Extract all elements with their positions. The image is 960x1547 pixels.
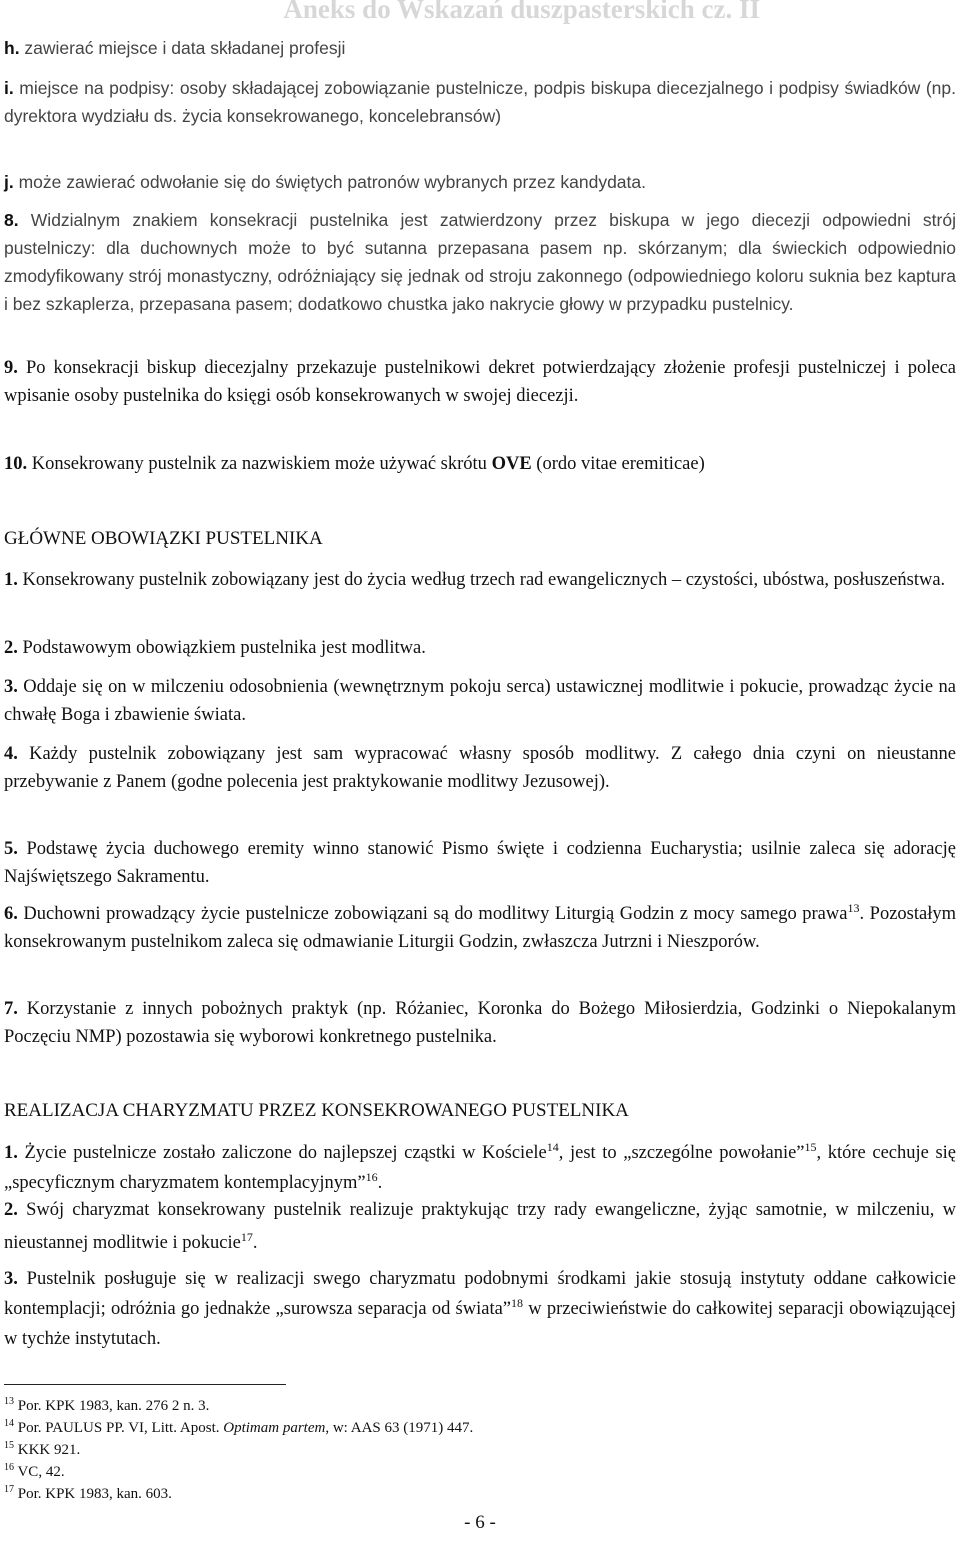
footnote-separator [4, 1384, 286, 1385]
footnote-ref-18: 18 [511, 1295, 524, 1310]
obligation-2: 2. Podstawowym obowiązkiem pustelnika jest modlitwa. [4, 638, 426, 658]
obligation-3: 3. Oddaje się on w milczeniu odosobnienia (wewnętrznym pokoju serca) ustawicznej modlitwie i pokucie, prowadząc życie na chwałę Boga i zbawienie świata. [4, 677, 956, 725]
footnote-ref-13: 13 [847, 900, 860, 915]
item-8: 8. Widzialnym znakiem konsekracji pustelnika jest zatwierdzony przez biskupa w jego diecezji odpowiedni strój pustelniczy: dla duchownych może to być sutanna przepasana pasem np. skórzanym; dla świeckich odpowiednio zmodyfikowany strój monastyczny, odróżniający się jednak od stroju zakonnego (odpowiedniego koloru suknia bez kaptura i bez szkaplerza, przepasana pasem; dodatkowo chustka jako nakrycie głowy w przypadku pustelnicy. [4, 210, 956, 314]
item-9: 9. Po konsekracji biskup diecezjalny przekazuje pustelnikowi dekret potwierdzający złożenie profesji pustelniczej i poleca wpisanie osoby pustelnika do księgi osób konsekrowanych w swojej diecezji. [4, 358, 956, 406]
obligation-1: 1. Konsekrowany pustelnik zobowiązany jest do życia według trzech rad ewangelicznych – czystości, ubóstwa, posłuszeństwa. [4, 570, 946, 590]
item-h: h. zawierać miejsce i data składanej profesji [4, 38, 346, 58]
obligation-4: 4. Każdy pustelnik zobowiązany jest sam wypracować własny sposób modlitwy. Z całego dnia czyni on nieustanne przebywanie z Panem (godne polecenia jest praktykowanie modlitwy Jezusowej). [4, 744, 956, 792]
page-number: - 6 - [464, 1512, 496, 1533]
footnote-17: $^{17}$ Por. KPK 1983, kan. 603. [4, 1484, 172, 1502]
charism-3: 3. Pustelnik posługuje się w realizacji swego charyzmatu podobnymi środkami jakie stosują instytuty oddane całkowicie kontemplacji; odróżnia go jednakże „surowsza separacja od świata”$^{18}$ w przeciwieństwie do całkowitej separacji obowiązującej w tychże instytutach. [4, 1269, 957, 1349]
item-i: i. miejsce na podpisy: osoby składającej zobowiązanie pustelnicze, podpis biskupa diecezjalnego i podpisy świadków (np. dyrektora wydziału ds. życia konsekrowanego, koncelebransów) [4, 78, 956, 126]
footnote-ref-16: 16 [365, 1169, 378, 1184]
obligation-6: 6. Duchowni prowadzący życie pustelnicze zobowiązani są do modlitwy Liturgią Godzin z mocy samego prawa$^{13}$. Pozostałym konsekrowanym pustelnikom zaleca się odmawianie Liturgii Godzin, zwłaszcza Jutrzni i Nieszporów. [4, 900, 956, 952]
section-heading-obligations: GŁÓWNE OBOWIĄZKI PUSTELNIKA [4, 528, 323, 549]
item-10: 10. Konsekrowany pustelnik za nazwiskiem może używać skrótu OVE (ordo vitae eremiticae) [4, 454, 705, 474]
footnote-14: $^{14}$ Por. PAULUS PP. VI, Litt. Apost. Optimam partem, w: AAS 63 (1971) 447. [4, 1418, 474, 1436]
footnote-ref-14: 14 [546, 1139, 559, 1154]
obligation-5: 5. Podstawę życia duchowego eremity winno stanowić Pismo święte i codzienna Eucharystia; usilnie zaleca się adorację Najświętszego Sakramentu. [4, 839, 956, 887]
charism-1: 1. Życie pustelnicze zostało zaliczone do najlepszej cząstki w Kościele$^{14}$, jest to „szczególne powołanie”$^{15}$, które cechuje się „specyficznym charyzmatem kontemplacyjnym”$^{16}$. [4, 1139, 956, 1193]
obligation-7: 7. Korzystanie z innych pobożnych praktyk (np. Różaniec, Koronka do Bożego Miłosierdzia, Godzinki o Niepokalanym Poczęciu NMP) pozostawia się wyborowi konkretnego pustelnika. [4, 999, 956, 1047]
item-j: j. może zawierać odwołanie się do świętych patronów wybranych przez kandydata. [4, 172, 646, 192]
footnote-16: $^{16}$ VC, 42. [4, 1462, 65, 1480]
charism-2: 2. Swój charyzmat konsekrowany pustelnik realizuje praktykując trzy rady ewangeliczne, żyjąc samotnie, w milczeniu, w nieustannej modlitwie i pokucie$^{17}$. [4, 1200, 956, 1253]
page-header: Aneks do Wskazań duszpasterskich cz. II [283, 0, 760, 24]
footnote-13: $^{13}$ Por. KPK 1983, kan. 276 2 n. 3. [4, 1396, 210, 1414]
footnote-ref-17: 17 [240, 1229, 253, 1244]
section-heading-charism: REALIZACJA CHARYZMATU PRZEZ KONSEKROWANEGO PUSTELNIKA [4, 1100, 629, 1121]
footnote-ref-15: 15 [804, 1139, 817, 1154]
footnote-15: $^{15}$ KKK 921. [4, 1440, 81, 1458]
